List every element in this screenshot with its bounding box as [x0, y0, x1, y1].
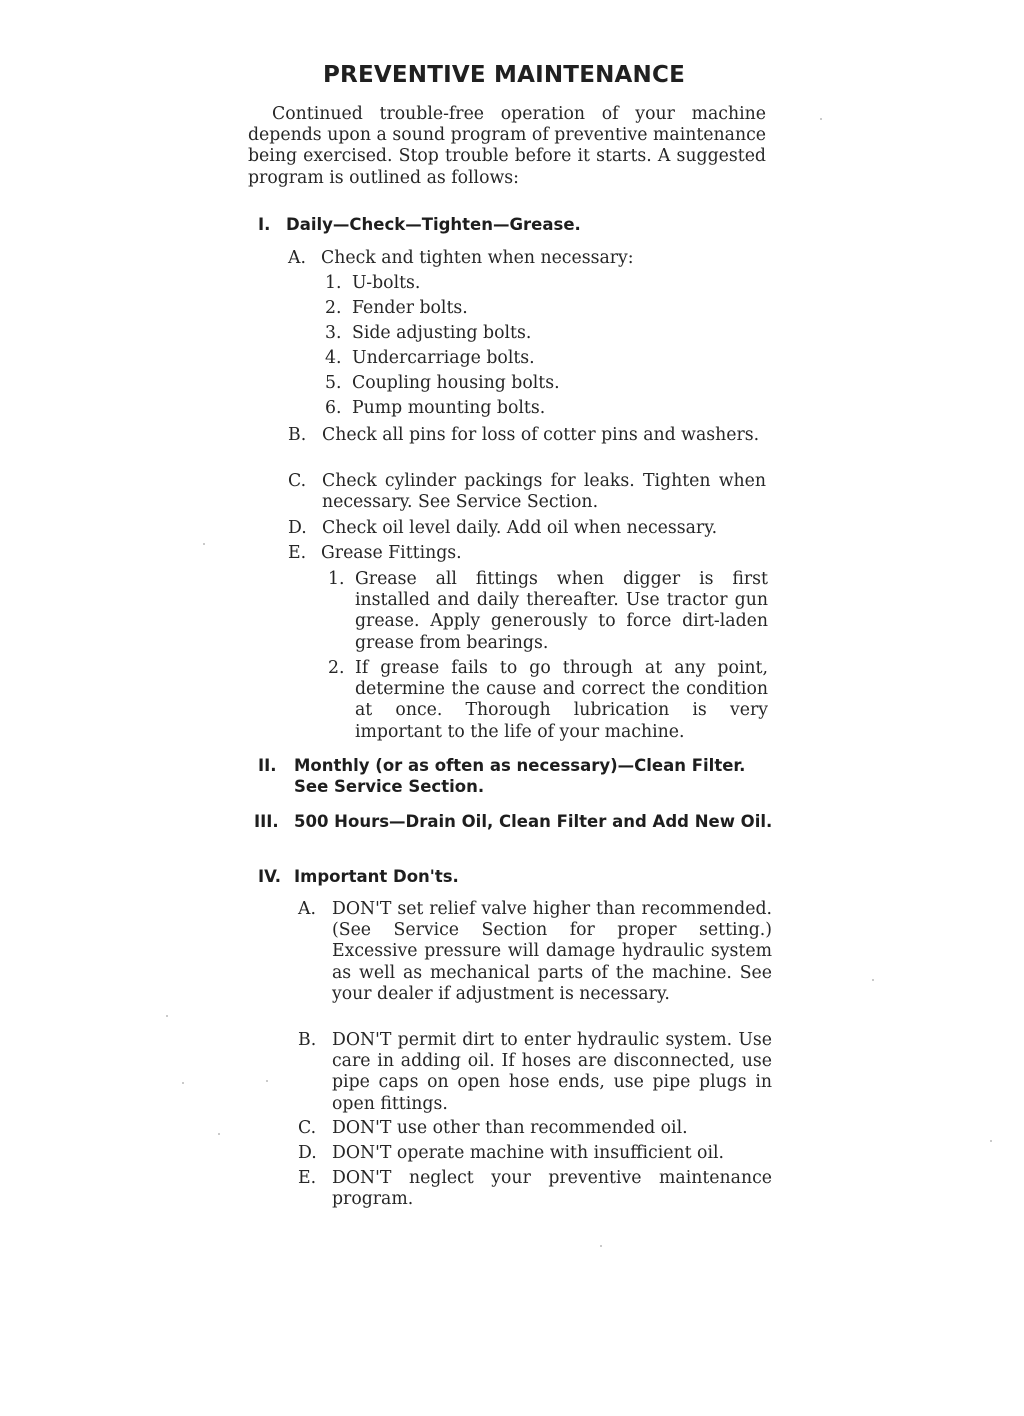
sub-item-label: 4.	[325, 348, 342, 368]
sub-item-label: 1.	[328, 569, 345, 589]
item-label: C.	[298, 1118, 317, 1138]
section-heading-text: Important Don'ts.	[294, 867, 459, 886]
item-label: A.	[288, 248, 306, 268]
item-text: DON'T operate machine with insufficient oil.	[332, 1143, 725, 1163]
section-heading-text: Daily—Check—Tighten—Grease.	[286, 215, 581, 234]
item-text: Check all pins for loss of cotter pins and washers.	[322, 425, 760, 445]
item-label: C.	[288, 471, 307, 491]
list-item	[298, 1143, 772, 1164]
list-item	[288, 543, 766, 564]
list-item	[298, 899, 772, 1005]
item-text: DON'T set relief valve higher than recommended. (See Service Section for proper setting.) Excessive pressure will damage hydraulic system as well as mechanical parts of the machine. See your dealer if adjustment is necessary.	[332, 899, 772, 1004]
sub-item	[325, 348, 765, 369]
scan-speck	[203, 543, 205, 545]
sub-item-label: 6.	[325, 398, 342, 418]
scan-speck	[872, 979, 874, 981]
scan-speck	[166, 1015, 168, 1017]
item-label: A.	[298, 899, 316, 919]
section-number: III.	[254, 812, 279, 831]
item-text: DON'T permit dirt to enter hydraulic system. Use care in adding oil. If hoses are disconnected, use pipe caps on open hose ends, use pipe plugs in open fittings.	[332, 1030, 772, 1114]
list-item	[288, 248, 768, 269]
sub-item	[328, 569, 768, 654]
item-label: B.	[298, 1030, 317, 1050]
sub-item-label: 3.	[325, 323, 342, 343]
sub-item-text: Grease all fittings when digger is first installed and daily thereafter. Use tractor gun grease. Apply generously to force dirt-laden grease from bearings.	[355, 569, 768, 653]
section-heading-donts	[258, 866, 778, 887]
item-label: D.	[288, 518, 307, 538]
item-label: D.	[298, 1143, 317, 1163]
sub-item-text: Undercarriage bolts.	[352, 348, 535, 368]
list-item	[298, 1030, 772, 1115]
scan-speck	[990, 1140, 992, 1142]
item-label: B.	[288, 425, 307, 445]
list-item	[298, 1118, 772, 1139]
item-text: Check cylinder packings for leaks. Tighten when necessary. See Service Section.	[322, 471, 766, 513]
sub-item-text: U-bolts.	[352, 273, 421, 293]
sub-item-label: 5.	[325, 373, 342, 393]
scan-speck	[218, 1133, 220, 1135]
sub-item-text: Pump mounting bolts.	[352, 398, 546, 418]
item-text: Check oil level daily. Add oil when necessary.	[322, 518, 718, 538]
list-item	[288, 471, 766, 513]
page-title: PREVENTIVE MAINTENANCE	[323, 62, 685, 88]
item-text: DON'T neglect your preventive maintenance program.	[332, 1168, 772, 1210]
sub-item-text: Side adjusting bolts.	[352, 323, 532, 343]
sub-item-text: Coupling housing bolts.	[352, 373, 560, 393]
item-label: E.	[298, 1168, 317, 1188]
sub-item	[328, 658, 768, 743]
item-text: Grease Fittings.	[321, 543, 462, 563]
sub-item	[325, 373, 765, 394]
section-number: II.	[258, 756, 277, 775]
section-heading-monthly	[258, 755, 778, 797]
sub-item-text: If grease fails to go through at any point, determine the cause and correct the condition at once. Thorough lubrication is very important to the life of your machine.	[355, 658, 768, 742]
item-text: Check and tighten when necessary:	[321, 248, 634, 268]
section-heading-text: 500 Hours—Drain Oil, Clean Filter and Add New Oil.	[294, 812, 773, 831]
section-heading-text: Monthly (or as often as necessary)—Clean Filter. See Service Section.	[294, 756, 746, 796]
sub-item-label: 1.	[325, 273, 342, 293]
list-item	[288, 518, 768, 539]
section-heading-daily	[258, 214, 778, 235]
section-heading-500-hours	[254, 811, 778, 832]
sub-item	[325, 273, 765, 294]
sub-item-label: 2.	[325, 298, 342, 318]
scan-speck	[600, 1245, 602, 1247]
scan-speck	[266, 1080, 268, 1082]
item-text: DON'T use other than recommended oil.	[332, 1118, 688, 1138]
scan-speck	[820, 118, 822, 120]
sub-item-text: Fender bolts.	[352, 298, 468, 318]
sub-item	[325, 398, 765, 419]
section-number: IV.	[258, 867, 282, 886]
sub-item	[325, 323, 765, 344]
scan-speck	[182, 1082, 184, 1084]
list-item	[298, 1168, 772, 1210]
item-label: E.	[288, 543, 307, 563]
section-number: I.	[258, 215, 271, 234]
list-item	[288, 425, 766, 446]
sub-item	[325, 298, 765, 319]
sub-item-label: 2.	[328, 658, 345, 678]
intro-paragraph: Continued trouble-free operation of your machine depends upon a sound program of preventive maintenance being exercised. Stop trouble before it starts. A suggested program is outlined as follows:	[248, 104, 766, 188]
